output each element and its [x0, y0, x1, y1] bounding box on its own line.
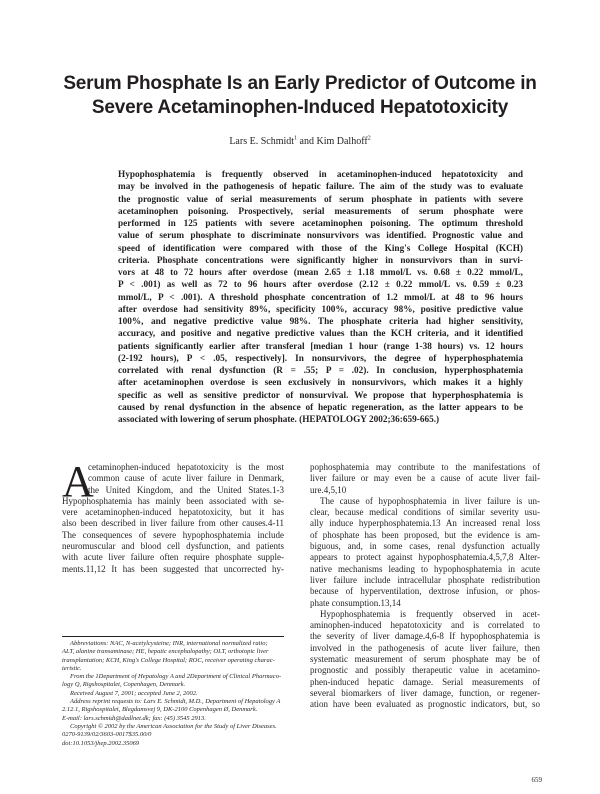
- footnote-line: Received August 7, 2001; accepted June 2, 2002.: [70, 689, 198, 697]
- author-2-affiliation: 2: [367, 135, 371, 142]
- body-right-line: ure.4,5,10: [310, 484, 347, 495]
- body-right-line: liver failure include intracellular phosphate redistribution: [310, 574, 540, 585]
- abstract-line: may be involved in the pathogenesis of hepatic failure. The aim of the study was to evaluate: [118, 182, 523, 193]
- footnote-line: From the 1Department of Hepatology A and 2Department of Clinical Pharmaco-: [70, 673, 282, 681]
- footnote-line: Abbreviations: NAC, N-acetylcysteine; INR, international normalized ratio;: [70, 640, 268, 647]
- body-right-line: liver failure or may even be a cause of acute liver fail-: [310, 473, 540, 484]
- abstract-line: (2-192 hours), P < .05, respectively]. In nonsurvivors, the degree of hyperphosphatemia: [118, 353, 523, 364]
- footnote-line: 0270-9139/02/3603-0017$35.00/0: [62, 731, 152, 739]
- abstract-line: performed in 125 patients with severe acetaminophen poisoning. The optimum threshold: [118, 219, 523, 229]
- footnote-line: doi:10.1053/jhep.2002.35069: [62, 739, 140, 747]
- abstract-line: after acetaminophen overdose is seen exclusively in nonsurvivors, which makes it a highly: [118, 378, 523, 389]
- body-right-line: the severity of liver damage.4,6-8 If hypophosphatemia is: [310, 631, 540, 642]
- body-right-line: native mechanisms leading to hypophosphatemia in acute: [310, 563, 540, 574]
- author-conjunction: and: [297, 136, 317, 147]
- abstract-line: P < .001) as well as 72 to 96 hours after overdose (2.12 ± 0.22 mmol/L vs. 0.59 ± 0.23: [118, 280, 523, 291]
- abstract-line: speed of identification were compared with those of the King's College Hospital (KCH): [118, 243, 523, 254]
- body-right-line: involved in the pathogenesis of acute liver failure, then: [310, 642, 540, 653]
- body-column-right: [310, 462, 540, 711]
- author-1-affiliation: 1: [294, 135, 298, 142]
- abstract-line: accuracy, and positive and negative predictive values than the KCH criteria, and it identified: [118, 329, 523, 340]
- body-left-line: also been described in liver failure from other causes.4-11: [62, 518, 284, 529]
- body-right-line: appears to protect against hypophosphatemia.4,5,7,8 Alter-: [310, 552, 540, 563]
- body-right-line: several biomarkers of liver damage, function, or regener-: [310, 687, 540, 698]
- body-right-line: ally induce hyperphosphatemia.13 An increased renal loss: [310, 518, 540, 529]
- body-column-left: [62, 457, 284, 575]
- body-right-line: ation have been evaluated as prognostic indicators, but, so: [310, 699, 540, 710]
- body-left-line: ments.11,12 It has been suggested that uncorrected hy-: [62, 563, 284, 574]
- footnote-line: logy Q, Rigshospitalet, Copenhagen, Denmark.: [62, 681, 186, 689]
- body-right-line: aminophen-induced hepatotoxicity and is correlated to: [310, 620, 540, 631]
- body-left-line: the United Kingdom, and the United States.1-3: [88, 484, 284, 495]
- body-right-line: of phosphate has been proposed, but the evidence is am-: [310, 529, 540, 540]
- abstract-line: Hypophosphatemia is frequently observed in acetaminophen-induced hepatotoxicity and: [118, 170, 523, 180]
- abstract-line: 100%, and negative predictive value 98%. The phosphate criteria had higher sensitivity,: [118, 317, 523, 327]
- drop-cap: A: [62, 457, 94, 506]
- abstract-line: the prognostic value of serial measurements of serum phosphate in patients with severe: [118, 194, 523, 205]
- body-left-line: with acute liver failure often require phosphate supple-: [62, 552, 284, 563]
- abstract-line: acetaminophen poisoning. Prospectively, serial measurements of serum phosphate were: [118, 206, 523, 217]
- body-right-line: systematic measurement of serum phosphate may be of: [310, 654, 540, 665]
- abstract-line: mmol/L, P < .001). A threshold phosphate concentration of 1.2 mmol/L at 48 to 96 hours: [118, 292, 523, 303]
- body-right-line: The cause of hypophosphatemia in liver failure is un-: [320, 495, 540, 506]
- footnote-line: Address reprint requests to: Lars E. Schmidt, M.D., Department of Hepatology A: [70, 698, 281, 706]
- body-left-line: neuromuscular and blood cell dysfunction, and patients: [62, 541, 284, 552]
- footnote-line: ALT, alanine transaminase; HE, hepatic encephalopathy; OLT, orthotopic liver: [62, 648, 269, 656]
- footnotes: [62, 640, 284, 748]
- abstract-line: patients significantly earlier after transferal [median 1 hour (range 1-38 hours) vs. 12 hours: [118, 341, 523, 352]
- body-left-line: common cause of acute liver failure in Denmark,: [88, 473, 284, 484]
- abstract-line: associated with lowering of serum phosphate. (HEPATOLOGY 2002;36:659-665.): [118, 415, 440, 425]
- footnote-divider: [62, 636, 284, 637]
- abstract-line: caused by renal dysfunction in the absence of hepatic regeneration, as the latter appears to be: [118, 402, 523, 413]
- abstract-line: vors at 48 to 72 hours after overdose (mean 2.65 ± 1.18 mmol/L vs. 0.68 ± 0.22 mmol/L,: [118, 268, 523, 278]
- body-left-line: vere acetaminophen-induced hepatotoxicity, but it has: [62, 507, 284, 518]
- footnote-line: 2.12.1, Rigshospitalet, Blegdamsvej 9, DK-2100 Copenhagen Ø, Denmark.: [62, 706, 258, 714]
- body-left-line: The consequences of severe hypophosphatemia include: [62, 529, 284, 540]
- body-right-line: phen-induced hepatic damage. Serial measurements of: [310, 676, 540, 687]
- footnote-line: teristic.: [62, 664, 82, 672]
- abstract-line: specific as well as sensitive predictor of nonsurvival. We propose that hyperphosphatemia is: [118, 390, 523, 401]
- author-2: Kim Dalhoff: [316, 136, 368, 147]
- abstract-line: correlated with renal dysfunction (R = .55; P = .02). In conclusion, hyperphosphatemia: [118, 366, 523, 376]
- author-1: Lars E. Schmidt: [229, 136, 295, 147]
- abstract-line: after overdose had sensitivity 89%, specificity 100%, accuracy 98%, positive predictive value: [118, 304, 523, 315]
- page-number: 659: [531, 776, 542, 784]
- body-right-line: phate consumption.13,14: [310, 597, 401, 608]
- body-left-line: Hypophosphatemia has mainly been associated with se-: [62, 495, 284, 506]
- title-line-1: Serum Phosphate Is an Early Predictor of Outcome in: [63, 73, 537, 94]
- abstract-line: value of serum phosphate to discriminate nonsurvivors was identified. Prognostic value and: [118, 231, 523, 242]
- body-right-line: biguous, and, in some cases, renal dysfunction actually: [310, 541, 540, 552]
- author-line: [0, 136, 600, 147]
- body-right-line: pophosphatemia may contribute to the manifestations of: [310, 462, 540, 472]
- footnote-line: Copyright © 2002 by the American Association for the Study of Liver Diseases.: [70, 722, 277, 730]
- footnote-line: transplantation; KCH, King's College Hospital; ROC, receiver operating charac-: [62, 656, 275, 664]
- body-right-line: clear, because medical conditions of similar severity usu-: [310, 507, 540, 518]
- body-left-line: cetaminophen-induced hepatotoxicity is the most: [88, 462, 284, 472]
- footnote-line: E-mail: lars.schmidt@dadlnet.dk; fax: (45) 3545 2913.: [62, 714, 206, 722]
- article-title: [40, 72, 560, 120]
- abstract: [118, 169, 523, 426]
- body-right-line: because of hyperventilation, dextrose infusion, or phos-: [310, 586, 540, 597]
- body-right-line: Hypophosphatemia is frequently observed in acet-: [320, 608, 540, 619]
- body-right-line: prognostic and possibly therapeutic value in acetamino-: [310, 665, 540, 676]
- abstract-line: criteria. Phosphate concentrations were significantly higher in nonsurvivors than in survi-: [118, 255, 523, 266]
- title-line-2: Severe Acetaminophen-Induced Hepatotoxicity: [91, 97, 509, 118]
